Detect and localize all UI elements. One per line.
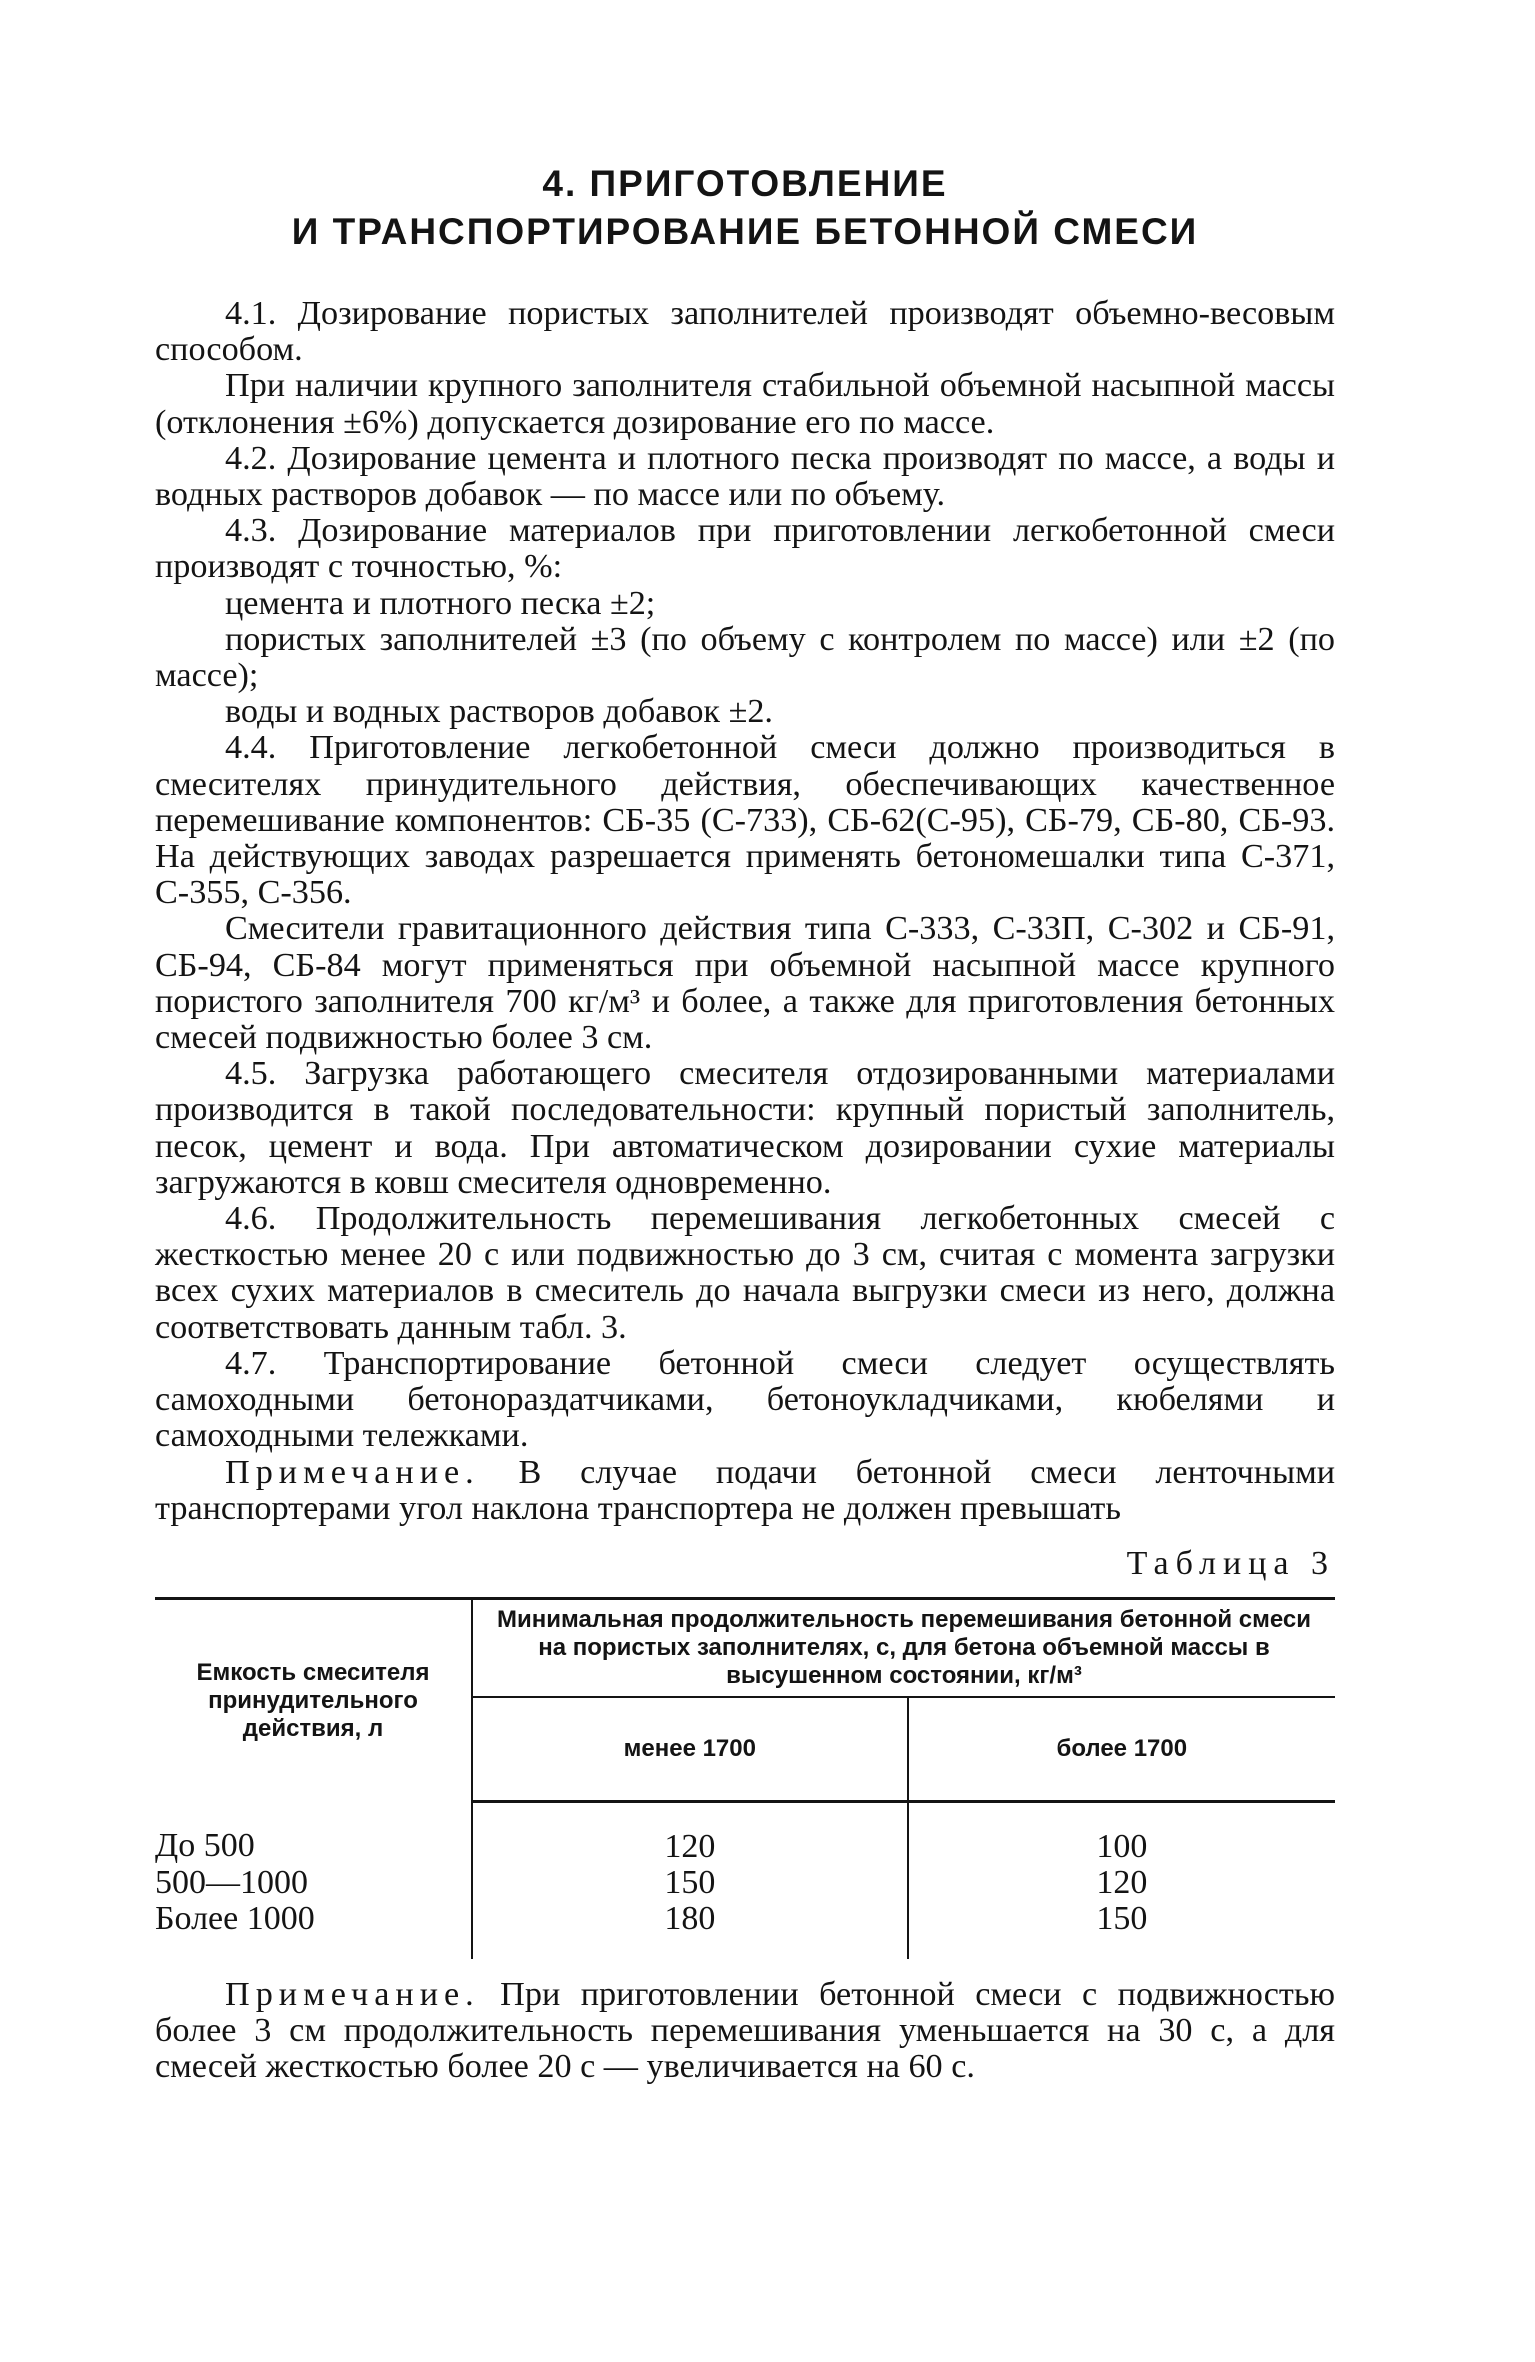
section-heading — [155, 160, 1335, 256]
table-header-capacity: Емкость смесителя принудительного действия, л — [155, 1598, 472, 1801]
paragraph-4-3-item-cement: цемента и плотного песка ±2; — [225, 584, 656, 622]
table-caption: Таблица 3 — [1126, 1544, 1335, 1582]
table-row — [155, 1865, 1335, 1901]
paragraph-4-3-item-aggregates: пористых заполнителей ±3 (по объему с контролем по массе) или ±2 (по массе); — [155, 620, 1335, 695]
paragraph-4-7: 4.7. Транспортирование бетонной смеси следует осуществлять самоходными бетонораздатчиками, бетоноукладчиками, кюбелями и самоходными тележками. — [155, 1344, 1335, 1455]
paragraph-4-3: 4.3. Дозирование материалов при приготовлении легкобетонной смеси производят с точностью, %: — [155, 512, 1335, 586]
table-cell-capacity: До 500 — [155, 1801, 472, 1865]
note-table — [155, 1977, 1335, 2086]
paragraph-4-3-item-water: воды и водных растворов добавок ±2. — [225, 693, 773, 731]
paragraph-4-1: 4.1. Дозирование пористых заполнителей производят объемно-весовым способом. — [155, 295, 1335, 369]
table-cell-more: 100 — [1096, 1827, 1148, 1865]
paragraph-4-6: 4.6. Продолжительность перемешивания легкобетонных смесей с жесткостью менее 20 с или подвижностью до 3 см, считая с момента загрузки всех сухих материалов в смеситель до начала выгрузки смеси из него, должна соответствовать данным табл. 3. — [155, 1200, 1335, 1346]
table-cell-capacity: 500—1000 — [155, 1865, 472, 1901]
table-row — [155, 1901, 1335, 1959]
table-subheader-more: более 1700 — [908, 1697, 1335, 1802]
table-cell-less: 180 — [472, 1901, 908, 1959]
mixing-duration-table — [155, 1597, 1335, 1959]
table-cell-capacity: Более 1000 — [155, 1901, 472, 1959]
table-cell-more: 120 — [1096, 1863, 1148, 1901]
table-cell-less: 150 — [472, 1865, 908, 1901]
paragraph-4-2: 4.2. Дозирование цемента и плотного песка производят по массе, а воды и водных растворов добавок — по массе или по объему. — [155, 439, 1335, 514]
table-cell-less: 120 — [472, 1801, 908, 1865]
note-text: При приготовлении бетонной смеси с подвижностью более 3 см продолжительность перемешивания уменьшается на 30 с, а для смесей жесткостью более 20 с — увеличивается на 60 с. — [155, 1975, 1335, 2086]
table-subheader-less: менее 1700 — [472, 1697, 908, 1802]
paragraph-4-1-continuation: При наличии крупного заполнителя стабильной объемной насыпной массы (отклонения ±6%) допускается дозирование его по массе. — [155, 367, 1335, 441]
table-cell-more: 150 — [1096, 1899, 1148, 1937]
paragraph-4-5: 4.5. Загрузка работающего смесителя отдозированными материалами производится в такой последовательности: крупный пористый заполнитель, песок, цемент и вода. При автоматическом дозировании сухие материалы загружаются в ковш смесителя одновременно. — [155, 1055, 1335, 1201]
note-transport — [155, 1455, 1335, 1527]
table-header-duration: Минимальная продолжительность перемешивания бетонной смеси на пористых заполнителях, с, для бетона объемной массы в высушенном состоянии, кг/м³ — [472, 1598, 1335, 1697]
paragraph-4-4: 4.4. Приготовление легкобетонной смеси должно производиться в смесителях принудительного действия, обеспечивающих качественное перемешивание компонентов: СБ-35 (С-733), СБ-62(С-95), СБ-79, СБ-80, СБ-93. На действующих заводах разрешается применять бетономешалки типа С-371, С-355, С-356. — [155, 729, 1335, 912]
note-label: Примечание. — [225, 1975, 480, 2013]
document-page — [155, 160, 1335, 2086]
paragraph-4-4-continuation: Смесители гравитационного действия типа С-333, С-33П, С-302 и СБ-91, СБ-94, СБ-84 могут применяться при объемной насыпной массе крупного пористого заполнителя 700 кг/м³ и более, а также для приготовления бетонных смесей подвижностью более 3 см. — [155, 910, 1335, 1057]
heading-line-1: 4. ПРИГОТОВЛЕНИЕ — [542, 163, 948, 204]
note-text: В случае подачи бетонной смеси ленточными транспортерами угол наклона транспортера не должен превышать — [155, 1453, 1335, 1527]
table-row — [155, 1801, 1335, 1865]
note-label: Примечание. — [225, 1453, 480, 1491]
heading-line-2: И ТРАНСПОРТИРОВАНИЕ БЕТОННОЙ СМЕСИ — [291, 211, 1199, 252]
